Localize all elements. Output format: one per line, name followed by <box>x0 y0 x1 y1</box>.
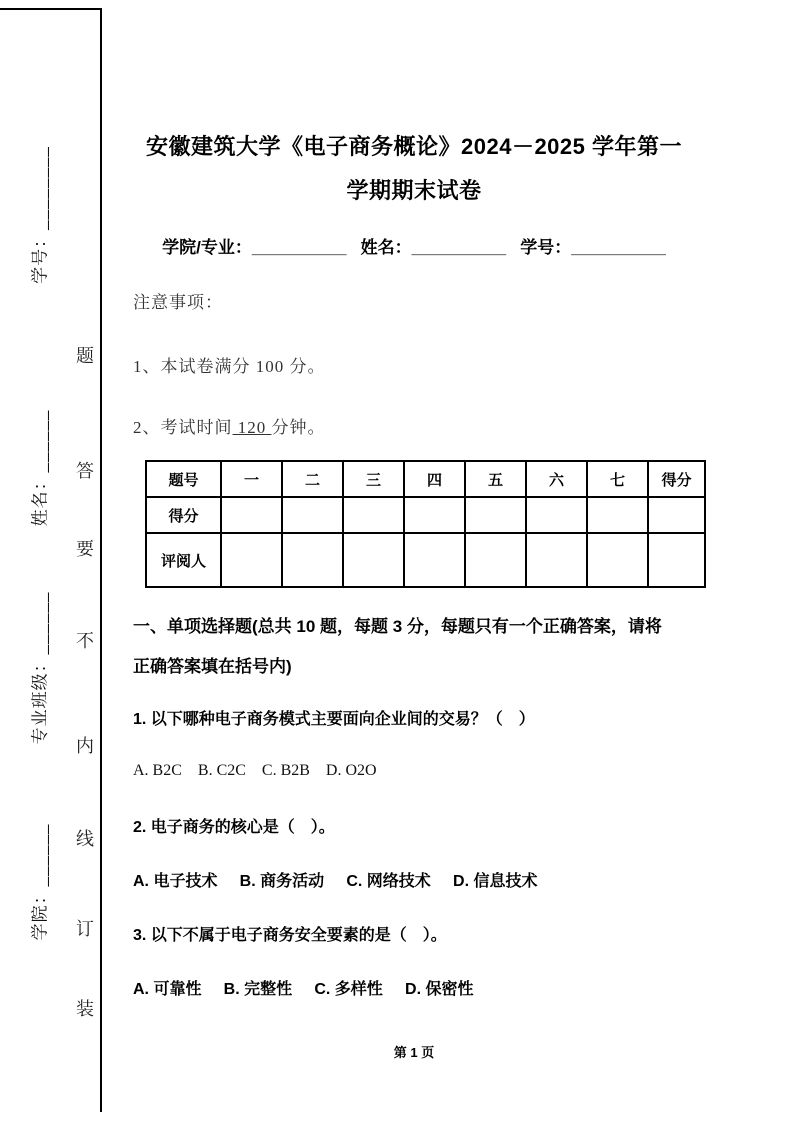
score-cell <box>465 497 526 533</box>
reviewer-cell <box>343 533 404 587</box>
score-cell <box>221 497 282 533</box>
binding-char: 要 <box>76 539 94 559</box>
vertical-label-college: 学院：______ <box>30 823 50 941</box>
vertical-label-class: 专业班级：______ <box>30 591 50 745</box>
section-one-heading-line2: 正确答案填在括号内) <box>133 657 292 676</box>
notice-heading: 注意事项： <box>133 293 223 312</box>
binding-char: 订 <box>76 919 94 939</box>
page-number: 第 1 页 <box>393 1045 435 1060</box>
reviewer-cell <box>526 533 587 587</box>
binding-char: 装 <box>76 999 94 1019</box>
score-cell <box>648 497 705 533</box>
score-row-label: 得分 <box>146 497 221 533</box>
score-table-header-cell: 三 <box>343 461 404 497</box>
notice-2-suffix: 分钟。 <box>271 418 326 437</box>
score-table-header-cell: 五 <box>465 461 526 497</box>
score-table <box>145 460 706 588</box>
question-1-text: 1. 以下哪种电子商务模式主要面向企业间的交易？（ ） <box>133 711 535 728</box>
question-2-text: 2. 电子商务的核心是（ ）。 <box>133 819 335 836</box>
binding-char: 不 <box>76 631 94 651</box>
score-table-score-row <box>146 497 705 533</box>
notice-2-underlined-value: 120 <box>232 418 272 437</box>
notice-item-2 <box>133 413 326 438</box>
reviewer-cell <box>282 533 343 587</box>
score-cell <box>343 497 404 533</box>
vertical-label-name: 姓名：______ <box>30 409 50 527</box>
reviewer-cell <box>587 533 648 587</box>
question-2-options: A. 电子技术 B. 商务活动 C. 网络技术 D. 信息技术 <box>133 873 538 890</box>
reviewer-cell <box>648 533 705 587</box>
score-cell <box>282 497 343 533</box>
score-table-header-cell: 得分 <box>648 461 705 497</box>
reviewer-cell <box>465 533 526 587</box>
score-table-header-cell: 四 <box>404 461 465 497</box>
vertical-label-student-id: 学号：________ <box>30 146 50 284</box>
score-table-header-cell: 七 <box>587 461 648 497</box>
binding-char: 内 <box>76 736 94 756</box>
score-cell <box>526 497 587 533</box>
reviewer-cell <box>221 533 282 587</box>
reviewer-cell <box>404 533 465 587</box>
notice-item-1: 1、本试卷满分 100 分。 <box>133 357 326 376</box>
binding-vertical-line <box>100 8 102 1112</box>
score-table-reviewer-row <box>146 533 705 587</box>
score-table-header-row <box>146 461 705 497</box>
score-table-header-cell: 一 <box>221 461 282 497</box>
score-table-header-cell: 题号 <box>146 461 221 497</box>
section-one-heading-line1: 一、单项选择题(总共 10 题，每题 3 分，每题只有一个正确答案，请将 <box>133 617 662 636</box>
binding-top-line <box>0 8 100 10</box>
score-table-header-cell: 二 <box>282 461 343 497</box>
reviewer-row-label: 评阅人 <box>146 533 221 587</box>
score-cell <box>404 497 465 533</box>
question-3-text: 3. 以下不属于电子商务安全要素的是（ ）。 <box>133 927 447 944</box>
score-table-header-cell: 六 <box>526 461 587 497</box>
score-cell <box>587 497 648 533</box>
binding-char: 线 <box>76 829 94 849</box>
question-3-options: A. 可靠性 B. 完整性 C. 多样性 D. 保密性 <box>133 981 474 998</box>
page-title-line2: 学期期末试卷 <box>346 178 482 203</box>
binding-char: 题 <box>76 346 94 366</box>
question-1-options: A. B2C B. C2C C. B2B D. O2O <box>133 762 377 779</box>
binding-char: 答 <box>76 461 94 481</box>
page-title-line1: 安徽建筑大学《电子商务概论》2024－2025 学年第一 <box>146 134 682 159</box>
student-info-line: 学院/专业：__________ 姓名：__________ 学号：__________ <box>162 238 666 257</box>
notice-2-prefix: 2、考试时间 <box>133 418 233 437</box>
